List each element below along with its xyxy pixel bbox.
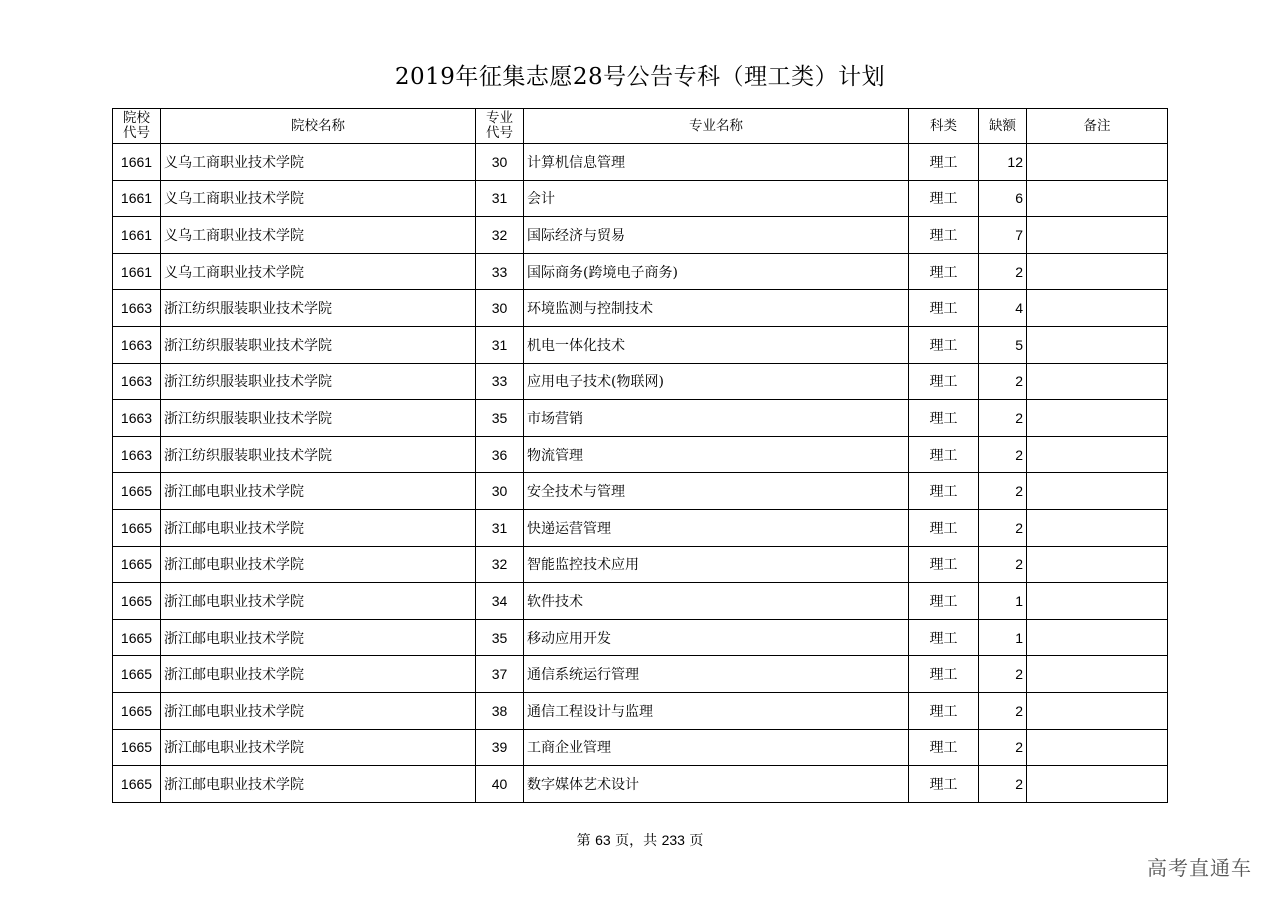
cell-remarks bbox=[1027, 144, 1168, 181]
footer-suffix: 页 bbox=[689, 833, 704, 849]
cell-remarks bbox=[1027, 290, 1168, 327]
table-row bbox=[113, 766, 1168, 803]
cell-vacancies: 1 bbox=[979, 583, 1027, 620]
cell-major-code: 37 bbox=[476, 656, 524, 693]
cell-major-name: 通信工程设计与监理 bbox=[524, 692, 909, 729]
cell-school-code: 1663 bbox=[113, 363, 161, 400]
cell-school-code: 1665 bbox=[113, 729, 161, 766]
current-page-number: 63 bbox=[595, 832, 611, 848]
cell-school-code: 1663 bbox=[113, 290, 161, 327]
cell-school-code: 1665 bbox=[113, 509, 161, 546]
cell-school-code: 1665 bbox=[113, 473, 161, 510]
cell-school-code: 1665 bbox=[113, 546, 161, 583]
cell-major-code: 35 bbox=[476, 400, 524, 437]
cell-major-code: 30 bbox=[476, 144, 524, 181]
cell-category: 理工 bbox=[909, 363, 979, 400]
cell-major-name: 机电一体化技术 bbox=[524, 326, 909, 363]
table-row bbox=[113, 180, 1168, 217]
header-category: 科类 bbox=[909, 109, 979, 144]
cell-vacancies: 2 bbox=[979, 253, 1027, 290]
cell-school-code: 1661 bbox=[113, 217, 161, 254]
cell-category: 理工 bbox=[909, 509, 979, 546]
table-row bbox=[113, 619, 1168, 656]
cell-category: 理工 bbox=[909, 473, 979, 510]
cell-category: 理工 bbox=[909, 326, 979, 363]
header-vacancies: 缺额 bbox=[979, 109, 1027, 144]
cell-major-code: 32 bbox=[476, 546, 524, 583]
footer-middle: 页，共 bbox=[615, 833, 658, 849]
table-row bbox=[113, 509, 1168, 546]
cell-remarks bbox=[1027, 473, 1168, 510]
cell-vacancies: 2 bbox=[979, 509, 1027, 546]
cell-category: 理工 bbox=[909, 180, 979, 217]
cell-major-name: 快递运营管理 bbox=[524, 509, 909, 546]
header-school-code: 院校 代号 bbox=[113, 109, 161, 144]
cell-major-code: 30 bbox=[476, 290, 524, 327]
cell-category: 理工 bbox=[909, 290, 979, 327]
cell-category: 理工 bbox=[909, 217, 979, 254]
page-footer bbox=[0, 830, 1280, 850]
watermark: 高考直通车 bbox=[1147, 856, 1252, 880]
cell-category: 理工 bbox=[909, 546, 979, 583]
table-row bbox=[113, 436, 1168, 473]
table-row bbox=[113, 692, 1168, 729]
cell-category: 理工 bbox=[909, 656, 979, 693]
table-row bbox=[113, 363, 1168, 400]
cell-major-name: 智能监控技术应用 bbox=[524, 546, 909, 583]
table-row bbox=[113, 326, 1168, 363]
table-row bbox=[113, 656, 1168, 693]
page-title: 2019年征集志愿28号公告专科（理工类）计划 bbox=[394, 64, 886, 90]
cell-school-name: 浙江邮电职业技术学院 bbox=[161, 546, 476, 583]
cell-school-code: 1663 bbox=[113, 436, 161, 473]
cell-school-code: 1661 bbox=[113, 253, 161, 290]
total-page-count: 233 bbox=[661, 832, 685, 848]
table-row bbox=[113, 729, 1168, 766]
cell-remarks bbox=[1027, 692, 1168, 729]
table-row bbox=[113, 144, 1168, 181]
cell-category: 理工 bbox=[909, 766, 979, 803]
cell-category: 理工 bbox=[909, 436, 979, 473]
header-major-code: 专业 代号 bbox=[476, 109, 524, 144]
cell-vacancies: 12 bbox=[979, 144, 1027, 181]
cell-major-code: 31 bbox=[476, 180, 524, 217]
cell-school-name: 浙江邮电职业技术学院 bbox=[161, 729, 476, 766]
cell-school-name: 浙江邮电职业技术学院 bbox=[161, 656, 476, 693]
cell-vacancies: 2 bbox=[979, 546, 1027, 583]
cell-vacancies: 1 bbox=[979, 619, 1027, 656]
cell-school-name: 浙江邮电职业技术学院 bbox=[161, 583, 476, 620]
cell-vacancies: 2 bbox=[979, 729, 1027, 766]
cell-major-code: 30 bbox=[476, 473, 524, 510]
table-row bbox=[113, 583, 1168, 620]
cell-school-name: 浙江纺织服装职业技术学院 bbox=[161, 436, 476, 473]
table-header-row bbox=[113, 109, 1168, 144]
cell-school-code: 1661 bbox=[113, 144, 161, 181]
cell-major-name: 工商企业管理 bbox=[524, 729, 909, 766]
cell-major-code: 31 bbox=[476, 326, 524, 363]
cell-major-code: 32 bbox=[476, 217, 524, 254]
plan-table bbox=[112, 108, 1168, 803]
cell-school-code: 1665 bbox=[113, 619, 161, 656]
cell-major-name: 移动应用开发 bbox=[524, 619, 909, 656]
cell-vacancies: 2 bbox=[979, 363, 1027, 400]
cell-vacancies: 2 bbox=[979, 766, 1027, 803]
cell-vacancies: 2 bbox=[979, 436, 1027, 473]
cell-major-name: 会计 bbox=[524, 180, 909, 217]
cell-major-name: 安全技术与管理 bbox=[524, 473, 909, 510]
cell-school-name: 义乌工商职业技术学院 bbox=[161, 217, 476, 254]
cell-major-name: 计算机信息管理 bbox=[524, 144, 909, 181]
header-school-name: 院校名称 bbox=[161, 109, 476, 144]
cell-school-code: 1665 bbox=[113, 656, 161, 693]
cell-vacancies: 2 bbox=[979, 400, 1027, 437]
cell-remarks bbox=[1027, 619, 1168, 656]
cell-school-name: 浙江邮电职业技术学院 bbox=[161, 473, 476, 510]
cell-major-code: 31 bbox=[476, 509, 524, 546]
cell-school-name: 义乌工商职业技术学院 bbox=[161, 180, 476, 217]
cell-major-name: 软件技术 bbox=[524, 583, 909, 620]
header-major-name: 专业名称 bbox=[524, 109, 909, 144]
cell-vacancies: 2 bbox=[979, 473, 1027, 510]
cell-category: 理工 bbox=[909, 400, 979, 437]
cell-school-name: 义乌工商职业技术学院 bbox=[161, 253, 476, 290]
cell-category: 理工 bbox=[909, 583, 979, 620]
cell-remarks bbox=[1027, 436, 1168, 473]
cell-remarks bbox=[1027, 583, 1168, 620]
cell-school-name: 浙江邮电职业技术学院 bbox=[161, 766, 476, 803]
cell-remarks bbox=[1027, 656, 1168, 693]
cell-school-code: 1665 bbox=[113, 692, 161, 729]
cell-remarks bbox=[1027, 253, 1168, 290]
header-remarks: 备注 bbox=[1027, 109, 1168, 144]
cell-major-code: 35 bbox=[476, 619, 524, 656]
cell-major-name: 数字媒体艺术设计 bbox=[524, 766, 909, 803]
cell-school-code: 1661 bbox=[113, 180, 161, 217]
cell-major-name: 国际商务(跨境电子商务) bbox=[524, 253, 909, 290]
cell-major-code: 38 bbox=[476, 692, 524, 729]
cell-remarks bbox=[1027, 766, 1168, 803]
cell-major-name: 环境监测与控制技术 bbox=[524, 290, 909, 327]
cell-school-name: 浙江纺织服装职业技术学院 bbox=[161, 326, 476, 363]
cell-remarks bbox=[1027, 363, 1168, 400]
cell-vacancies: 7 bbox=[979, 217, 1027, 254]
cell-school-name: 浙江纺织服装职业技术学院 bbox=[161, 400, 476, 437]
cell-major-code: 39 bbox=[476, 729, 524, 766]
cell-major-name: 国际经济与贸易 bbox=[524, 217, 909, 254]
table-row bbox=[113, 217, 1168, 254]
cell-school-code: 1665 bbox=[113, 766, 161, 803]
cell-major-name: 应用电子技术(物联网) bbox=[524, 363, 909, 400]
cell-category: 理工 bbox=[909, 619, 979, 656]
table-row bbox=[113, 400, 1168, 437]
cell-school-code: 1663 bbox=[113, 400, 161, 437]
cell-major-code: 34 bbox=[476, 583, 524, 620]
cell-vacancies: 6 bbox=[979, 180, 1027, 217]
cell-category: 理工 bbox=[909, 144, 979, 181]
cell-school-name: 浙江邮电职业技术学院 bbox=[161, 692, 476, 729]
cell-remarks bbox=[1027, 509, 1168, 546]
cell-remarks bbox=[1027, 400, 1168, 437]
cell-remarks bbox=[1027, 217, 1168, 254]
cell-school-code: 1665 bbox=[113, 583, 161, 620]
cell-vacancies: 2 bbox=[979, 656, 1027, 693]
cell-school-name: 义乌工商职业技术学院 bbox=[161, 144, 476, 181]
cell-remarks bbox=[1027, 326, 1168, 363]
cell-category: 理工 bbox=[909, 253, 979, 290]
footer-prefix: 第 bbox=[576, 833, 591, 849]
cell-major-name: 通信系统运行管理 bbox=[524, 656, 909, 693]
cell-school-name: 浙江邮电职业技术学院 bbox=[161, 509, 476, 546]
cell-major-code: 36 bbox=[476, 436, 524, 473]
cell-major-name: 市场营销 bbox=[524, 400, 909, 437]
cell-category: 理工 bbox=[909, 692, 979, 729]
cell-vacancies: 4 bbox=[979, 290, 1027, 327]
cell-school-name: 浙江纺织服装职业技术学院 bbox=[161, 290, 476, 327]
cell-remarks bbox=[1027, 180, 1168, 217]
cell-major-code: 40 bbox=[476, 766, 524, 803]
table-row bbox=[113, 546, 1168, 583]
cell-remarks bbox=[1027, 729, 1168, 766]
cell-school-code: 1663 bbox=[113, 326, 161, 363]
cell-vacancies: 5 bbox=[979, 326, 1027, 363]
cell-category: 理工 bbox=[909, 729, 979, 766]
cell-major-code: 33 bbox=[476, 363, 524, 400]
cell-major-code: 33 bbox=[476, 253, 524, 290]
table-body bbox=[113, 144, 1168, 803]
table-row bbox=[113, 473, 1168, 510]
cell-remarks bbox=[1027, 546, 1168, 583]
cell-school-name: 浙江纺织服装职业技术学院 bbox=[161, 363, 476, 400]
cell-school-name: 浙江邮电职业技术学院 bbox=[161, 619, 476, 656]
cell-major-name: 物流管理 bbox=[524, 436, 909, 473]
table-row bbox=[113, 290, 1168, 327]
cell-vacancies: 2 bbox=[979, 692, 1027, 729]
table-row bbox=[113, 253, 1168, 290]
